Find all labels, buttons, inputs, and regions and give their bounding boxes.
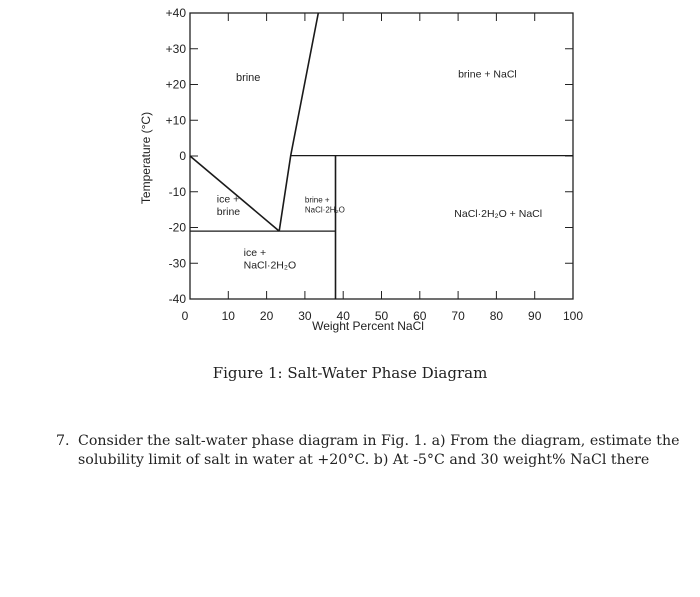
region-label-brine: brine (235, 71, 261, 84)
region-label-ice-brine: brine (216, 205, 241, 218)
x-tick-label: 50 (374, 309, 389, 323)
region-labels (217, 68, 542, 271)
y-axis-label: Temperature (°C) (139, 111, 153, 205)
x-tick-label: 70 (451, 309, 465, 323)
figure-caption: Figure 1: Salt-Water Phase Diagram (212, 364, 488, 382)
y-tick-label: -20 (168, 220, 186, 235)
x-axis-label: Weight Percent NaCl (312, 319, 424, 333)
y-tick-label: +20 (165, 77, 186, 92)
x-tick-label: 80 (489, 309, 504, 323)
question-line-2: solubility limit of salt in water at +20°C. b) At -5°C and 30 weight% NaCl there (78, 452, 650, 468)
x-tick-label: 20 (259, 309, 274, 323)
region-label-brine-nacl: brine + NaCl (458, 68, 517, 81)
x-tick-label: 100 (562, 309, 584, 323)
region-label-ice-brine: ice + (216, 193, 240, 206)
y-tick-label: +30 (165, 41, 186, 56)
y-tick-label: +40 (165, 6, 186, 20)
region-label-brine-dihydrate: NaCl·2H₂O (304, 205, 345, 215)
question-text (56, 432, 680, 470)
question-number: 7. (56, 433, 70, 449)
y-tick-label: -40 (168, 292, 186, 306)
region-label-ice-dihydrate: ice + (243, 247, 267, 260)
x-tick-label: 30 (298, 309, 312, 323)
x-tick-label: 60 (413, 309, 427, 323)
y-tick-label: +10 (165, 113, 186, 128)
region-label-brine-dihydrate: brine + (304, 195, 330, 205)
y-tick-label: -30 (168, 256, 186, 271)
x-tick-label: 0 (181, 309, 189, 323)
x-tick-label: 90 (528, 309, 542, 323)
x-tick-label: 40 (336, 309, 350, 323)
region-label-ice-dihydrate: NaCl·2H₂O (243, 259, 297, 272)
question-line-1: Consider the salt-water phase diagram in Fig. 1. a) From the diagram, estimate the (78, 433, 680, 449)
region-label-dihydrate-nacl: NaCl·2H₂O + NaCl (454, 207, 543, 220)
y-tick-labels (166, 6, 187, 306)
y-tick-label: 0 (179, 149, 186, 163)
x-tick-label: 10 (221, 309, 235, 323)
y-tick-label: -10 (168, 184, 186, 199)
